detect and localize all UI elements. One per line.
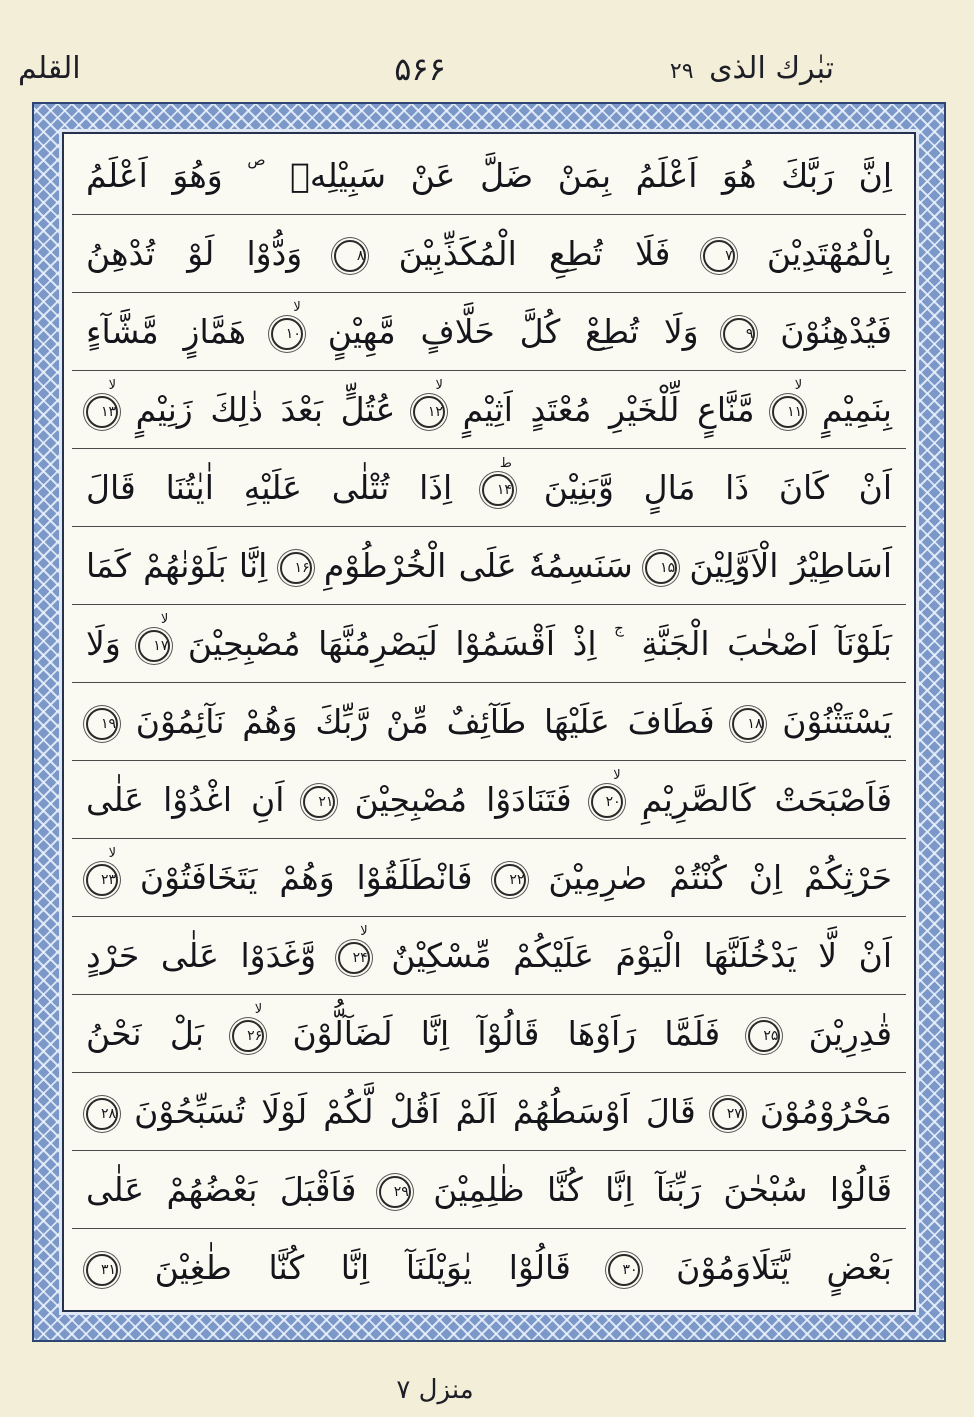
ayah-end-marker (86, 708, 118, 740)
verse-text: قَالُوْا يٰوَيْلَنَآ اِنَّا كُنَّا طٰغِيْنَ (154, 1248, 571, 1287)
ayah-end-marker (413, 377, 445, 428)
verse-text: فَلَمَّا رَاَوْهَا قَالُوْآ اِنَّا لَضَآلُّوْنَ (292, 1014, 721, 1053)
verse-text: بِالْمُهْتَدِيْنَ (766, 234, 893, 273)
ayah-end-marker (723, 318, 755, 350)
verse-line (72, 995, 906, 1073)
ayah-number: ۱۷ (153, 637, 169, 654)
ayah-number: ۹ (745, 325, 754, 342)
ayah-number: ۳۰ (622, 1261, 638, 1278)
ayah-number: ۲۹ (393, 1183, 409, 1200)
ayah-number: ۲۶ (247, 1027, 263, 1044)
waqf-mark: لا (254, 1001, 263, 1017)
ayah-number: ۱۰ (285, 325, 301, 342)
text-panel (62, 132, 916, 1312)
ayah-number: ۲۷ (726, 1105, 742, 1122)
verse-line (72, 527, 906, 605)
ayah-end-marker (703, 240, 735, 272)
waqf-mark: لا (794, 377, 803, 393)
ayah-number: ۲۲ (509, 871, 525, 888)
verse-text: اَنْ كَانَ ذَا مَالٍ وَّبَنِيْنَ (543, 468, 892, 507)
verse-line (72, 137, 906, 215)
ayah-number: ۲۵ (763, 1027, 779, 1044)
verse-text: وَّغَدَوْا عَلٰى حَرْدٍ (86, 936, 317, 975)
verse-text: اِنَّ رَبَّكَ هُوَ اَعْلَمُ بِمَنْ ضَلَّ عَنْ سَبِيْلِهٖ (290, 156, 893, 195)
verse-text: اِنَّا بَلَوْنٰهُمْ كَمَا (86, 546, 268, 585)
verse-line (72, 1151, 906, 1229)
ayah-number: ۸ (356, 247, 365, 264)
verse-text: وَلَا (86, 624, 121, 663)
verse-text: سَنَسِمُهٗ عَلَى الْخُرْطُوْمِ (323, 546, 633, 585)
verse-text: يَسْتَثْنُوْنَ (782, 702, 893, 741)
verse-line (72, 683, 906, 761)
verse-text: اَنْ لَّا يَدْخُلَنَّهَا الْيَوْمَ عَلَيْكُمْ مِّسْكِيْنٌ (391, 936, 892, 975)
ayah-end-marker (482, 455, 514, 506)
verse-text: وَهُوَ اَعْلَمُ (86, 156, 223, 195)
ayah-end-marker (608, 1254, 640, 1286)
verse-text: اِذَا تُتْلٰى عَلَيْهِ اٰيٰتُنَا قَالَ (86, 468, 453, 507)
ayah-number: ۲۴ (352, 949, 368, 966)
ayah-number: ۱۴ (496, 481, 512, 498)
waqf-mark: لا (360, 923, 368, 939)
para-name: تبٰرك الذى (709, 51, 834, 86)
verse-text: اِذْ اَقْسَمُوْا لَيَصْرِمُنَّهَا مُصْبِحِيْنَ (187, 624, 597, 663)
verse-text: بَلَوْنَآ اَصْحٰبَ الْجَنَّةِ (641, 624, 892, 663)
ayah-end-marker (280, 552, 312, 584)
verse-text: فَاَقْبَلَ بَعْضُهُمْ عَلٰى (86, 1170, 357, 1209)
verse-text: حَرْثِكُمْ اِنْ كُنْتُمْ صٰرِمِيْنَ (548, 858, 893, 897)
ayah-number: ۱۳ (100, 403, 116, 420)
ayah-end-marker (591, 767, 623, 818)
verse-line (72, 605, 906, 683)
verse-line (72, 215, 906, 293)
waqf-mark: ج (614, 619, 624, 637)
waqf-mark: ص (247, 151, 266, 169)
ayah-number: ۷ (725, 247, 733, 264)
ayah-number: ۱۹ (100, 715, 116, 732)
ayah-end-marker (772, 377, 804, 428)
ayah-number: ۲۰ (605, 793, 621, 810)
ayah-number: ۱۲ (427, 403, 443, 420)
waqf-mark: ط (499, 455, 512, 471)
ayah-end-marker (232, 1001, 264, 1052)
verse-text: فَانْطَلَقُوْا وَهُمْ يَتَخَافَتُوْنَ (139, 858, 473, 897)
ayah-end-marker (271, 299, 303, 350)
verse-text: مَّنَّاعٍ لِّلْخَيْرِ مُعْتَدٍ اَثِيْمٍ (462, 390, 755, 429)
page-number: ۵۶۶ (394, 50, 446, 88)
ayah-number: ۲۸ (100, 1105, 116, 1122)
ayah-number: ۲۳ (100, 871, 116, 888)
verse-text: فَاَصْبَحَتْ كَالصَّرِيْمِ (641, 780, 892, 819)
ayah-number: ۱۵ (660, 559, 676, 576)
ayah-end-marker (732, 708, 764, 740)
waqf-mark: لا (613, 767, 621, 783)
verse-line (72, 917, 906, 995)
verse-line (72, 1229, 906, 1307)
verse-text: بِنَمِيْمٍ (821, 390, 892, 429)
ayah-number: ۱۶ (294, 559, 310, 576)
ayah-end-marker (645, 552, 677, 584)
ayah-number: ۲۱ (318, 793, 334, 810)
verse-text: اَنِ اغْدُوْا عَلٰى (86, 780, 285, 819)
decorative-border (32, 102, 946, 1342)
waqf-mark: لا (108, 845, 116, 861)
ayah-end-marker (303, 786, 335, 818)
waqf-mark: لا (293, 299, 301, 315)
verse-text: اَسَاطِيْرُ الْاَوَّلِيْنَ (689, 546, 893, 585)
verse-text: بَلْ نَحْنُ (86, 1014, 204, 1053)
verse-text: هَمَّازٍ مَّشَّآءٍ (86, 312, 246, 351)
verse-line (72, 371, 906, 449)
verse-line (72, 449, 906, 527)
ayah-end-marker (86, 377, 118, 428)
para-number: ۲۹ (669, 59, 694, 84)
ayah-end-marker (334, 240, 366, 272)
verse-line (72, 1073, 906, 1151)
verse-text: بَعْضٍ يَّتَلَاوَمُوْنَ (676, 1248, 892, 1287)
para-header (634, 46, 834, 92)
verse-text: مَحْرُوْمُوْنَ (759, 1092, 892, 1131)
ayah-end-marker (338, 923, 370, 974)
verse-line (72, 839, 906, 917)
ayah-number: ۳۱ (100, 1261, 116, 1278)
ayah-end-marker (138, 611, 170, 662)
verse-line (72, 761, 906, 839)
ayah-end-marker (86, 1098, 118, 1130)
verse-text: وَلَا تُطِعْ كُلَّ حَلَّافٍ مَّهِيْنٍ (327, 312, 699, 351)
ayah-end-marker (712, 1098, 744, 1130)
waqf-mark: لا (160, 611, 169, 627)
verse-text: قَالُوْا سُبْحٰنَ رَبِّنَآ اِنَّا كُنَّا ظٰلِمِيْنَ (433, 1170, 892, 1209)
ayah-end-marker (86, 845, 118, 896)
verse-text: فَلَا تُطِعِ الْمُكَذِّبِيْنَ (398, 234, 671, 273)
waqf-mark: لا (435, 377, 443, 393)
verse-text: فَتَنَادَوْا مُصْبِحِيْنَ (354, 780, 572, 819)
ayah-number: ۱۸ (747, 715, 763, 732)
manzil-label: منزل ۷ (396, 1375, 474, 1405)
ayah-end-marker (86, 1254, 118, 1286)
ayah-end-marker (748, 1020, 780, 1052)
verse-text: قٰدِرِيْنَ (808, 1014, 892, 1053)
verse-line (72, 293, 906, 371)
verse-text: فَطَافَ عَلَيْهَا طَآئِفٌ مِّنْ رَّبِّكَ وَهُمْ نَآئِمُوْنَ (135, 702, 715, 741)
ayah-end-marker (379, 1176, 411, 1208)
ayah-end-marker (494, 864, 526, 896)
verse-text: قَالَ اَوْسَطُهُمْ اَلَمْ اَقُلْ لَّكُمْ لَوْلَا تُسَبِّحُوْنَ (134, 1092, 696, 1131)
waqf-mark: لا (108, 377, 116, 393)
verse-text: عُتُلٍّ بَعْدَ ذٰلِكَ زَنِيْمٍ (135, 390, 396, 429)
surah-name: القلم (18, 51, 81, 86)
verse-text: وَدُّوْا لَوْ تُدْهِنُ (86, 234, 303, 273)
ayah-number: ۱۱ (787, 403, 803, 420)
verse-text: فَيُدْهِنُوْنَ (780, 312, 892, 351)
